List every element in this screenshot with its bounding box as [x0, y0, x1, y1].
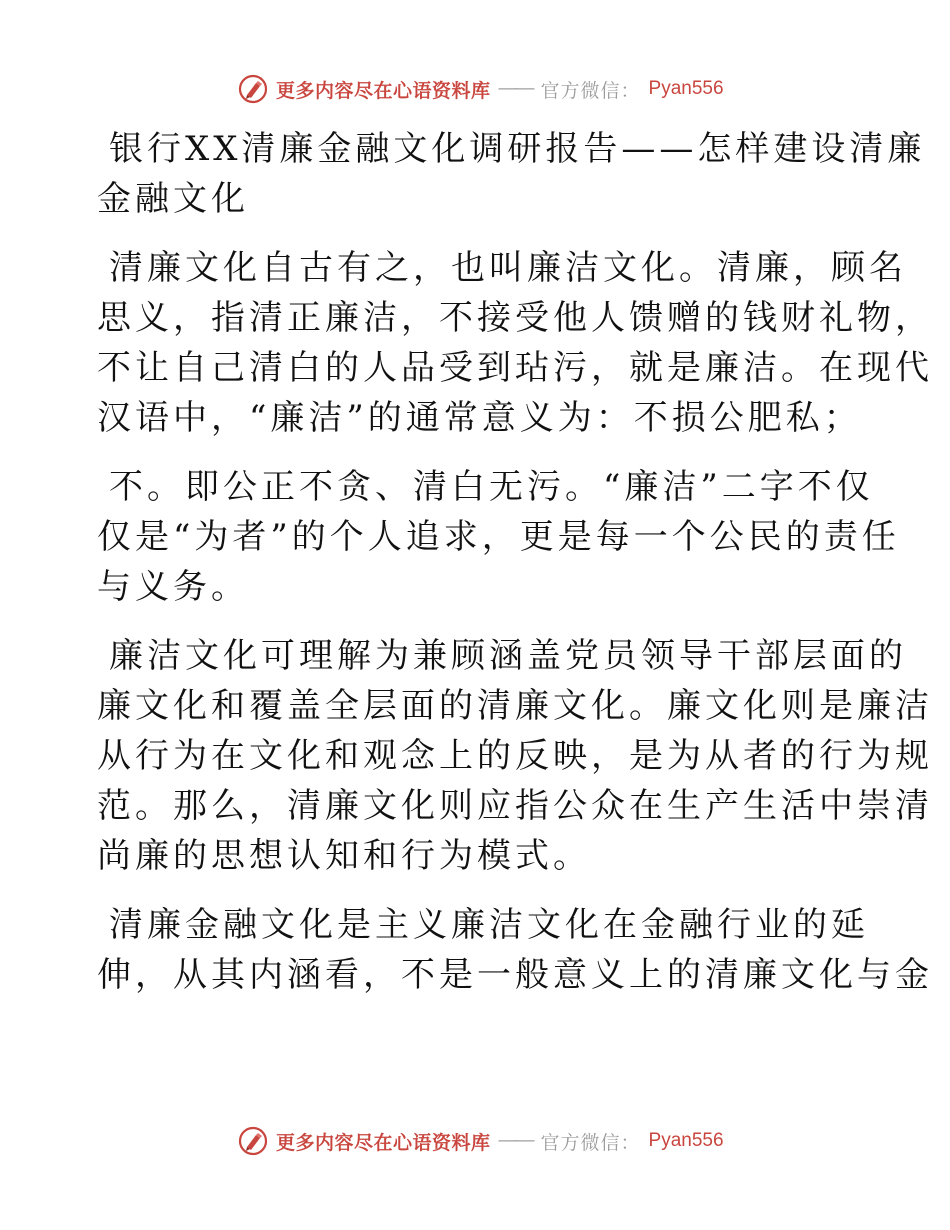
paragraph-line: 清廉金融文化是主义廉洁文化在金融行业的延 [109, 905, 869, 945]
watermark-dash: —— [498, 78, 533, 99]
paragraph-line: 仅是“为者”的个人追求，更是每一个公民的责任 [97, 517, 900, 557]
watermark-wechat-label: 官方微信： [540, 80, 641, 102]
watermark-brand-text: 更多内容尽在心语资料库 [276, 80, 491, 102]
pen-logo-icon [238, 74, 268, 104]
paragraph-line: 与义务。 [97, 567, 249, 607]
document-body [97, 124, 933, 1000]
watermark-dash: —— [498, 1130, 533, 1151]
paragraph-line: 廉洁文化可理解为兼顾涵盖党员领导干部层面的 [109, 636, 907, 676]
watermark-wechat-id: Pyan556 [648, 78, 724, 99]
header-watermark [238, 74, 724, 104]
paragraph-line: 不。即公正不贪、清白无污。“廉洁”二字不仅 [109, 467, 874, 507]
paragraph-line: 不让自己清白的人品受到玷污，就是廉洁。在现代 [97, 348, 933, 388]
pen-logo-icon [238, 1126, 268, 1156]
paragraph-line: 清廉文化自古有之，也叫廉洁文化。清廉，顾名 [109, 248, 907, 288]
title-line: 银行XX清廉金融文化调研报告——怎样建设清廉 [109, 129, 926, 169]
footer-watermark [238, 1126, 724, 1156]
paragraph-line: 尚廉的思想认知和行为模式。 [97, 836, 591, 876]
watermark-brand-text: 更多内容尽在心语资料库 [276, 1132, 491, 1154]
title-line: 金融文化 [97, 179, 249, 219]
paragraph-line: 伸，从其内涵看，不是一般意义上的清廉文化与金 [97, 955, 933, 995]
paragraph-line: 从行为在文化和观念上的反映，是为从者的行为规 [97, 736, 933, 776]
paragraph-line: 范。那么，清廉文化则应指公众在生产生活中崇清 [97, 786, 933, 826]
paragraph-line: 廉文化和覆盖全层面的清廉文化。廉文化则是廉洁 [97, 686, 933, 726]
paragraph-line: 思义，指清正廉洁，不接受他人馈赠的钱财礼物， [97, 298, 933, 338]
paragraph-line: 汉语中，“廉洁”的通常意义为：不损公肥私； [97, 398, 862, 438]
watermark-wechat-id: Pyan556 [648, 1130, 724, 1151]
watermark-wechat-label: 官方微信： [540, 1132, 641, 1154]
